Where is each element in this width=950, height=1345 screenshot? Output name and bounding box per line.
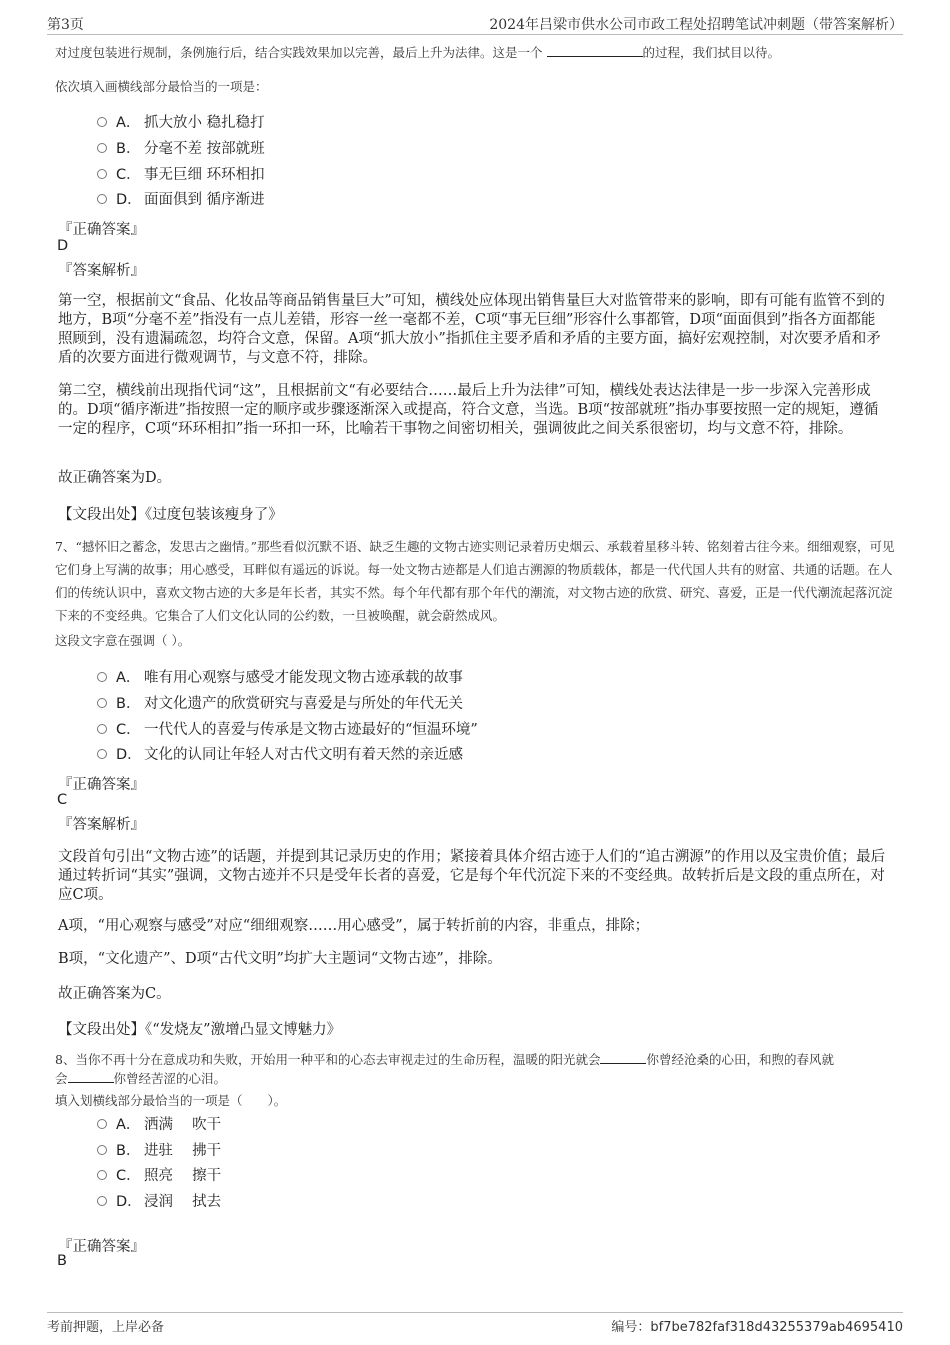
document-code: 编号：bf7be782faf318d43255379ab4695410	[611, 1320, 903, 1335]
q6-option-c[interactable]: C． 事无巨细 环环相扣	[97, 165, 265, 185]
q6-option-a[interactable]: A． 抓大放小 稳扎稳打	[97, 113, 265, 133]
radio-icon[interactable]	[97, 143, 107, 153]
q8-blank-1	[600, 1051, 646, 1064]
radio-icon[interactable]	[97, 1119, 107, 1129]
q7-option-d[interactable]: D． 文化的认同让年轻人对古代文明有着天然的亲近感	[97, 745, 463, 765]
q8-option-d[interactable]: D． 浸润 拭去	[97, 1192, 221, 1212]
page-footer	[47, 1312, 903, 1337]
q8-answer: B	[57, 1253, 67, 1269]
q7-analysis-3: B项，“文化遗产”、D项“古代文明”均扩大主题词“文物古迹”，排除。	[58, 951, 502, 967]
q6-stem-before: 对过度包装进行规制，条例施行后，结合实践效果加以完善，最后上升为法律。这是一个	[55, 45, 543, 60]
q6-analysis-2: 第二空，横线前出现指代词“这”，且根据前文“有必要结合……最后上升为法律”可知，横线处表达法律是一步一步深入完善形成的。D项“循序渐进”指按照一定的顺序或步骤逐渐深入或提高，符合文意，当选。B项“按部就班”指办事要按照一定的规矩，遵循一定的程序，C项“环环相扣”指一环扣一环，比喻若干事物之间密切相关，强调彼此之间关系很密切，均与文意不符，排除。	[58, 383, 879, 437]
q8-blank-2	[68, 1070, 114, 1083]
q8-answer-label: 『正确答案』	[58, 1239, 145, 1255]
q7-stem: 7、“撼怀旧之蓄念，发思古之幽情。”那些看似沉默不语、缺乏生趣的文物古迹实则记录着历史烟云、承载着星移斗转、铭刻着古往今来。细细观察，可见它们身上写满的故事；用心感受，耳畔似有遥远的诉说。每一处文物古迹都是人们追古溯源的物质载体，都是一代代国人共有的财富、共通的话题。在人们的传统认识中，喜欢文物古迹的大多是年长者，其实不然。每个年代都有那个年代的潮流，对文物古迹的欣赏、研究、喜爱，正是一代代潮流起落沉淀下来的不变经典。它集合了人们文化认同的公约数，一旦被唤醒，就会蔚然成风。	[55, 539, 895, 623]
q6-source: 【文段出处】《过度包装该瘦身了》	[58, 507, 283, 523]
q6-answer: D	[57, 238, 69, 254]
q6-analysis-label: 『答案解析』	[58, 263, 145, 279]
q7-answer-label: 『正确答案』	[58, 777, 145, 793]
q6-analysis-3: 故正确答案为D。	[58, 470, 172, 486]
q7-analysis-1: 文段首句引出“文物古迹”的话题，并提到其记录历史的作用；紧接着具体介绍古迹于人们的“追古溯源”的作用以及宝贵价值；最后通过转折词“其实”强调，文物古迹并不只是受年长者的喜爱，它是每个年代沉淀下来的不变经典。故转折后是文段的重点所在，对应C项。	[58, 849, 886, 903]
q8-option-b[interactable]: B． 进驻 拂干	[97, 1141, 221, 1161]
q6-analysis-1: 第一空，根据前文“食品、化妆品等商品销售量巨大”可知，横线处应体现出销售量巨大对监管带来的影响，即有可能有监管不到的地方，B项“分毫不差”指没有一点儿差错，形容一丝一毫都不差，C项“事无巨细”形容什么事都管，D项“面面俱到”指各方面都能照顾到，没有遗漏疏忽，均符合文意，保留。A项“抓大放小”指抓住主要矛盾和矛盾的主要方面，搞好宏观控制，对次要矛盾和矛盾的次要方面进行微观调节，与文意不符，排除。	[58, 293, 885, 366]
q6-answer-label: 『正确答案』	[58, 222, 145, 238]
q7-analysis-label: 『答案解析』	[58, 817, 145, 833]
radio-icon[interactable]	[97, 672, 107, 682]
q8-prompt: 填入划横线部分最恰当的一项是（ ）。	[55, 1093, 287, 1108]
radio-icon[interactable]	[97, 1196, 107, 1206]
page-header	[47, 14, 903, 35]
q7-analysis-2: A项，“用心观察与感受”对应“细细观察……用心感受”，属于转折前的内容，非重点，排除；	[58, 918, 650, 934]
radio-icon[interactable]	[97, 698, 107, 708]
q6-blank	[547, 44, 643, 57]
q7-analysis-4: 故正确答案为C。	[58, 986, 171, 1002]
q7-option-a[interactable]: A． 唯有用心观察与感受才能发现文物古迹承载的故事	[97, 668, 463, 688]
q8-option-c[interactable]: C． 照亮 擦干	[97, 1166, 221, 1186]
q8-option-a[interactable]: A． 洒满 吹干	[97, 1115, 221, 1135]
radio-icon[interactable]	[97, 117, 107, 127]
q6-prompt: 依次填入画横线部分最恰当的一项是：	[55, 79, 268, 94]
footer-slogan: 考前押题，上岸必备	[47, 1320, 165, 1335]
q6-option-d[interactable]: D． 面面俱到 循序渐进	[97, 190, 265, 210]
radio-icon[interactable]	[97, 169, 107, 179]
q6-option-b[interactable]: B． 分毫不差 按部就班	[97, 139, 265, 159]
q7-prompt: 这段文字意在强调（ ）。	[55, 633, 191, 648]
radio-icon[interactable]	[97, 194, 107, 204]
q7-source: 【文段出处】《“发烧友”激增凸显文博魅力》	[58, 1022, 342, 1038]
q7-option-b[interactable]: B． 对文化遗产的欣赏研究与喜爱是与所处的年代无关	[97, 694, 463, 714]
document-title: 2024年吕梁市供水公司市政工程处招聘笔试冲刺题（带答案解析）	[489, 17, 903, 33]
radio-icon[interactable]	[97, 1170, 107, 1180]
q6-stem-after: 的过程，我们拭目以待。	[642, 45, 781, 60]
q7-option-c[interactable]: C． 一代代人的喜爱与传承是文物古迹最好的“恒温环境”	[97, 720, 478, 740]
radio-icon[interactable]	[97, 724, 107, 734]
q6-stem	[55, 42, 895, 64]
q8-stem: 8、当你不再十分在意成功和失败，开始用一种平和的心态去审视走过的生命历程，温暖的阳光就会 你曾经沧桑的心田，和煦的春风就 会 你曾经苦涩的心泪。	[55, 1052, 834, 1086]
q7-answer: C	[57, 792, 68, 808]
radio-icon[interactable]	[97, 1145, 107, 1155]
page-number: 第3页	[47, 17, 84, 33]
radio-icon[interactable]	[97, 749, 107, 759]
